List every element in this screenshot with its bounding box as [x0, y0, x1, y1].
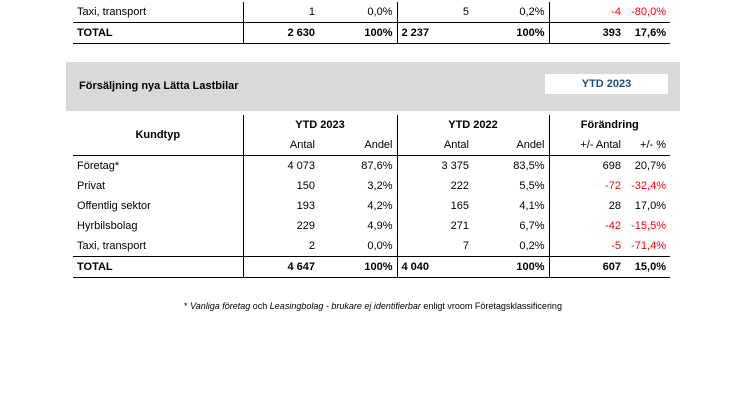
cell-kundtyp: Privat: [77, 180, 106, 192]
cell-diff-antal: 28: [549, 196, 625, 216]
table-row: [73, 216, 670, 236]
cell-andel-2023: 4,2%: [367, 200, 393, 212]
cell-andel-2023: 3,2%: [367, 180, 393, 192]
cell-diff-antal: 607: [549, 257, 625, 278]
cell-diff-antal: 698: [549, 156, 625, 177]
period-badge: YTD 2023: [545, 74, 668, 94]
subheader-andel-2023: Andel: [319, 135, 397, 156]
cell-andel-2023: 4,9%: [367, 220, 393, 232]
cell-diff-antal: -42: [549, 216, 625, 236]
cell-andel-2022: 100%: [473, 257, 549, 278]
cell-antal-2023: 4 647: [243, 257, 319, 278]
subheader-antal-2022: Antal: [397, 135, 473, 156]
cell-antal-2022: 4 040: [397, 257, 473, 278]
cell-antal-2023: 4 073: [243, 156, 319, 177]
total-row: [73, 23, 670, 44]
cell-diff-antal: 393: [549, 23, 625, 44]
cell-andel-2022: 5,5%: [519, 180, 545, 192]
cell-andel-2022: 6,7%: [519, 220, 545, 232]
header-ytd-2023: YTD 2023: [243, 115, 397, 135]
cell-diff-pct: 15,0%: [625, 257, 670, 278]
cell-diff-pct: 20,7%: [634, 160, 666, 172]
subheader-diff-antal: +/- Antal: [549, 135, 625, 156]
cell-antal-2023: 193: [243, 196, 319, 216]
table-row: [73, 236, 670, 257]
cell-antal-2022: 2 237: [397, 23, 473, 44]
cell-diff-pct: -15,5%: [631, 220, 666, 232]
cell-andel-2023: 0,0%: [367, 6, 393, 18]
previous-table-fragment: [73, 2, 670, 44]
cell-kundtyp: Hyrbilsbolag: [77, 220, 138, 232]
cell-kundtyp: Offentlig sektor: [77, 200, 151, 212]
cell-andel-2023: 100%: [319, 23, 397, 44]
footnote-term-2: Leasingbolag - brukare ej identifierbar: [269, 301, 421, 311]
cell-kundtyp: TOTAL: [73, 23, 243, 44]
table-row: [73, 176, 670, 196]
header-forandring: Förändring: [549, 115, 670, 135]
cell-andel-2022: 100%: [473, 23, 549, 44]
subheader-antal-2023: Antal: [243, 135, 319, 156]
section-title: Försäljning nya Lätta Lastbilar: [79, 80, 239, 92]
sales-table: [73, 115, 670, 278]
cell-antal-2022: 165: [397, 196, 473, 216]
footnote-star: *: [184, 301, 191, 311]
cell-andel-2022: 83,5%: [513, 160, 545, 172]
cell-kundtyp: TOTAL: [73, 257, 243, 278]
footnote: [0, 301, 746, 311]
cell-antal-2023: 229: [243, 216, 319, 236]
cell-diff-pct: -71,4%: [631, 240, 666, 252]
cell-diff-antal: -72: [549, 176, 625, 196]
cell-andel-2022: 0,2%: [519, 240, 545, 252]
cell-kundtyp: Företag*: [77, 160, 120, 172]
subheader-andel-2022: Andel: [473, 135, 549, 156]
table-row: [73, 2, 670, 23]
cell-antal-2023: 2 630: [243, 23, 319, 44]
footnote-suffix: enligt vroom Företagsklassificering: [420, 301, 562, 311]
cell-kundtyp: Taxi, transport: [77, 6, 147, 18]
table-row: [73, 196, 670, 216]
cell-andel-2023: 87,6%: [361, 160, 393, 172]
cell-antal-2022: 271: [397, 216, 473, 236]
subheader-diff-pct: +/- %: [625, 135, 670, 156]
cell-antal-2023: 1: [243, 2, 319, 23]
cell-andel-2022: 4,1%: [519, 200, 545, 212]
header-row: [73, 115, 670, 135]
cell-antal-2023: 2: [243, 236, 319, 257]
cell-andel-2022: 0,2%: [519, 6, 545, 18]
footnote-connector: och: [250, 301, 270, 311]
footnote-term-1: Vanliga företag: [190, 301, 251, 311]
cell-diff-antal: -5: [549, 236, 625, 257]
cell-andel-2023: 0,0%: [367, 240, 393, 252]
cell-antal-2022: 5: [397, 2, 473, 23]
cell-antal-2022: 3 375: [397, 156, 473, 177]
cell-diff-pct: 17,0%: [634, 200, 666, 212]
header-kundtyp: Kundtyp: [73, 115, 243, 156]
section-banner: [66, 62, 680, 111]
cell-andel-2023: 100%: [319, 257, 397, 278]
header-ytd-2022: YTD 2022: [397, 115, 549, 135]
total-row: [73, 257, 670, 278]
cell-antal-2022: 7: [397, 236, 473, 257]
cell-diff-antal: -4: [549, 2, 625, 23]
cell-diff-pct: -32,4%: [631, 180, 666, 192]
cell-antal-2022: 222: [397, 176, 473, 196]
table-row: [73, 156, 670, 177]
cell-kundtyp: Taxi, transport: [77, 240, 147, 252]
cell-antal-2023: 150: [243, 176, 319, 196]
cell-diff-pct: 17,6%: [625, 23, 670, 44]
cell-diff-pct: -80,0%: [631, 6, 666, 18]
